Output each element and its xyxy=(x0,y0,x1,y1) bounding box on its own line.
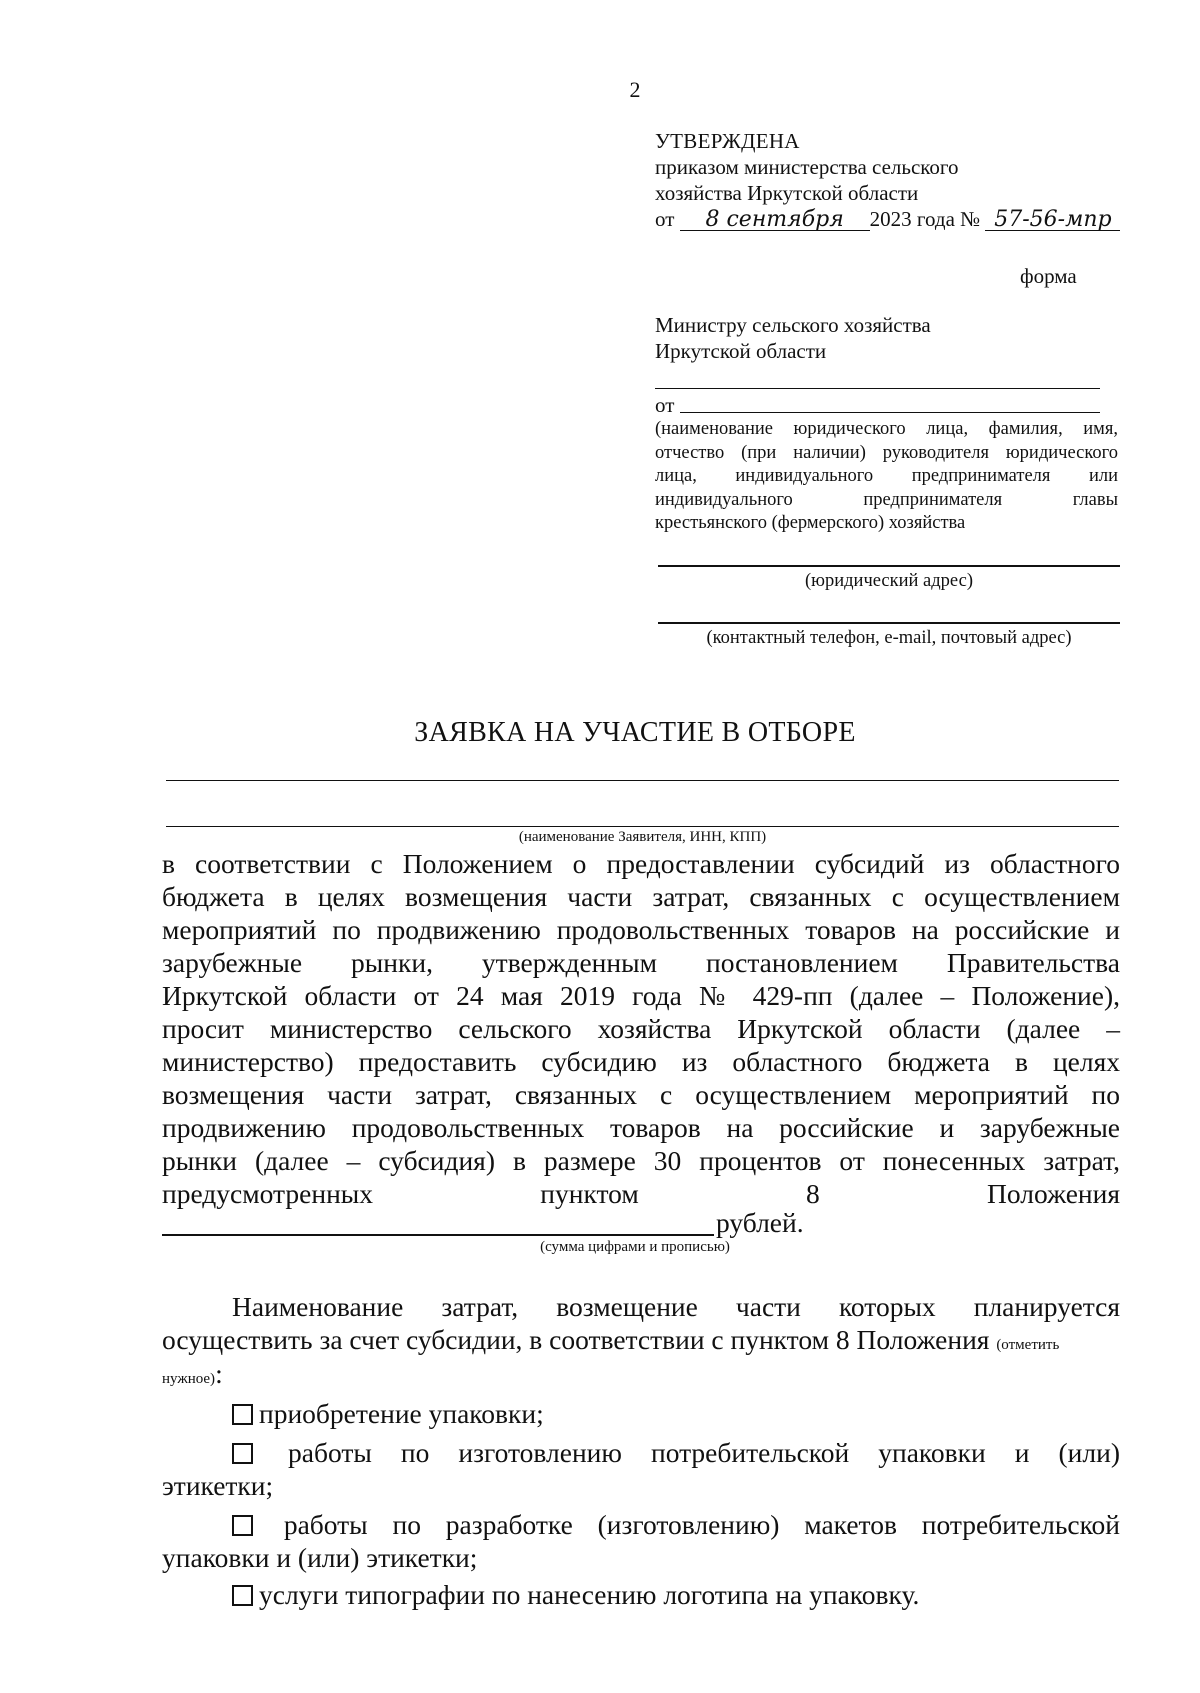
approval-date-line xyxy=(655,206,1120,232)
caption-line-5: крестьянского (фермерского) хозяйства xyxy=(655,513,966,533)
cost-item-3-label-1: работы по разработке (изготовлению) макетов потребительской xyxy=(283,1509,1121,1540)
body-line: возмещения части затрат, связанных с осуществлением мероприятий по xyxy=(162,1079,1120,1110)
body-line: предусмотренных пунктом 8 Положения xyxy=(162,1178,1120,1209)
approval-from-prefix: от xyxy=(655,207,675,231)
costs-intro-line-1: Наименование затрат, возмещение части которых планируется xyxy=(232,1291,1120,1322)
approval-heading: УТВЕРЖДЕНА xyxy=(655,129,800,153)
costs-note-row xyxy=(162,1358,1120,1391)
addressee-from-line xyxy=(680,412,1100,413)
cost-item-3-label-2: упаковки и (или) этикетки; xyxy=(162,1542,478,1573)
contact-caption: (контактный телефон, e-mail, почтовый адрес) xyxy=(706,628,1072,648)
costs-note-colon: : xyxy=(215,1358,223,1389)
checkbox-logo-printing[interactable] xyxy=(232,1585,253,1606)
cost-item-2-label-2: этикетки; xyxy=(162,1470,274,1501)
costs-intro-line-2: осуществить за счет субсидии, в соответствии с пунктом 8 Положения xyxy=(162,1324,990,1355)
checkbox-layout-development[interactable] xyxy=(232,1515,253,1536)
costs-section xyxy=(162,1290,1120,1611)
legal-address-line xyxy=(658,565,1120,567)
handwritten-number: 57-56-мпр xyxy=(985,210,1120,231)
rubles-suffix: рублей. xyxy=(716,1207,804,1238)
applicant-caption: (наименование Заявителя, ИНН, КПП) xyxy=(518,829,767,845)
cost-item-2[interactable] xyxy=(162,1436,1120,1502)
cost-item-2-label-1: работы по изготовлению потребительской упаковки и (или) xyxy=(288,1437,1120,1468)
body-line: мероприятий по продвижению продовольственных товаров на российские и xyxy=(162,914,1120,945)
caption-line-3: лица, индивидуального предпринимателя или xyxy=(655,466,1118,486)
cost-item-4-label: услуги типографии по нанесению логотипа на упаковку. xyxy=(259,1579,920,1610)
applicant-line-2 xyxy=(166,826,1119,827)
addressee-line-2: Иркутской области xyxy=(655,339,827,363)
cost-item-1-label: приобретение упаковки; xyxy=(259,1398,544,1429)
body-line: в соответствии с Положением о предоставлении субсидий из областного xyxy=(162,848,1120,879)
addressee-blank-line xyxy=(655,388,1100,389)
contact-line xyxy=(658,622,1120,624)
caption-line-1: (наименование юридического лица, фамилия, имя, xyxy=(655,419,1118,439)
sum-caption: (сумма цифрами и прописью) xyxy=(540,1239,730,1255)
cost-item-1[interactable] xyxy=(162,1397,1120,1430)
body-line: рынки (далее – субсидия) в размере 30 процентов от понесенных затрат, xyxy=(162,1145,1120,1176)
costs-note-part-1: (отметить xyxy=(996,1337,1060,1353)
legal-address-caption: (юридический адрес) xyxy=(805,571,973,591)
body-line: министерство) предоставить субсидию из областного бюджета в целях xyxy=(162,1046,1120,1077)
body-line: продвижению продовольственных товаров на российские и зарубежные xyxy=(162,1112,1120,1143)
body-line: бюджета в целях возмещения части затрат, связанных с осуществлением xyxy=(162,881,1120,912)
body-line: зарубежные рынки, утвержденным постановлением Правительства xyxy=(162,947,1120,978)
checkbox-packaging-manufacture[interactable] xyxy=(232,1443,253,1464)
applicant-line-1 xyxy=(166,780,1119,781)
checkbox-packaging-purchase[interactable] xyxy=(232,1404,253,1425)
handwritten-date: 8 сентября xyxy=(680,210,870,231)
caption-line-4: индивидуального предпринимателя главы xyxy=(655,489,1118,510)
cost-item-3-row-1 xyxy=(162,1508,1120,1541)
cost-item-4[interactable] xyxy=(162,1578,1120,1611)
costs-intro-line-2-row xyxy=(162,1323,1120,1362)
addressee-from-prefix: от xyxy=(655,393,675,417)
addressee-line-1: Министру сельского хозяйства xyxy=(655,313,931,337)
approval-year-text: 2023 года № xyxy=(869,207,981,231)
form-label: форма xyxy=(1020,264,1077,288)
cost-item-2-row-1 xyxy=(162,1436,1120,1469)
page-number: 2 xyxy=(629,77,641,102)
cost-item-3[interactable] xyxy=(162,1508,1120,1574)
costs-note-part-2: нужное) xyxy=(162,1371,216,1387)
approval-line-2: хозяйства Иркутской области xyxy=(655,181,919,205)
addressee-caption xyxy=(655,418,1118,536)
application-body xyxy=(162,847,1120,1210)
approval-block xyxy=(655,128,1120,232)
body-line: просит министерство сельского хозяйства Иркутской области (далее – xyxy=(162,1013,1120,1044)
caption-line-2: отчество (при наличии) руководителя юридического xyxy=(655,442,1118,463)
sum-line xyxy=(162,1234,714,1236)
body-line: Иркутской области от 24 мая 2019 года № 429-пп (далее – Положение), xyxy=(162,980,1120,1011)
document-title: ЗАЯВКА НА УЧАСТИЕ В ОТБОРЕ xyxy=(414,717,856,748)
approval-line-1: приказом министерства сельского xyxy=(655,155,959,179)
